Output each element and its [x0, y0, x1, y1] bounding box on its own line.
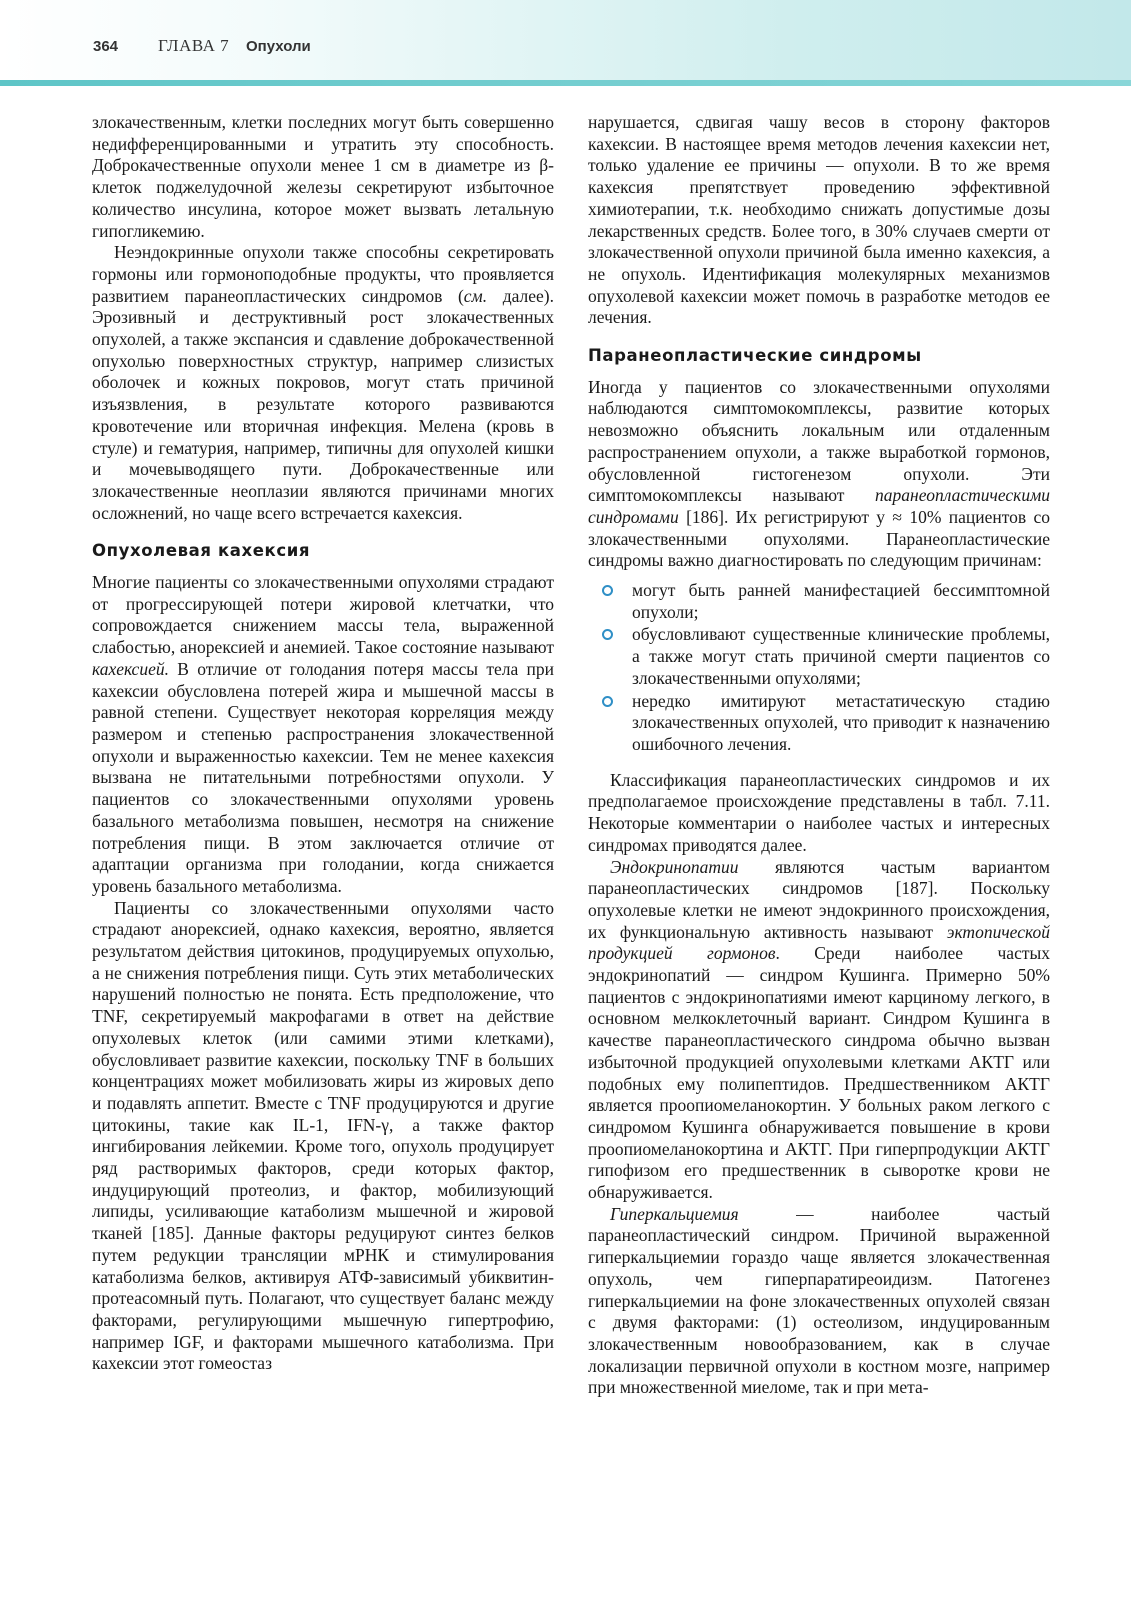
list-item: могут быть ранней манифестацией бессимптомной опухоли;	[588, 580, 1050, 623]
chapter-label: ГЛАВА 7	[158, 36, 230, 55]
paragraph: нарушается, сдвигая чашу весов в сторону факторов кахексии. В настоящее время методов лечения кахексии нет, только удаление ее причины — опухоли. В то же время кахексия препятствует проведению эффективной химиотерапии, т.к. необходимо снижать допустимые дозы лекарственных средств. Более того, в 30% случаев смерти от злокачественной опухоли причиной была именно кахексия, а не опухоль. Идентификация молекулярных механизмов опухолевой кахексии может помочь в разработке методов ее лечения.	[588, 112, 1050, 328]
left-column	[92, 112, 554, 1375]
paragraph: Эндокринопатии являются частым вариантом паранеопластических синдромов [187]. Поскольку опухолевые клетки не имеют эндокринного происхождения, их функциональную активность называют эктопической продукцией гормонов. Среди наиболее частых эндокринопатий — синдром Кушинга. Примерно 50% пациентов с эндокринопатиями имеют карциному легкого, в основном мелкоклеточный вариант. Синдром Кушинга в качестве паранеопластического синдрома обычно вызван избыточной продукцией опухолевыми клетками АКТГ или подобных ему полипептидов. Предшественником АКТГ является проопиомеланокортин. У больных раком легкого с синдромом Кушинга обнаруживается повышение в крови проопиомеланокортина и АКТГ. При гиперпродукции АКТГ гипофизом его предшественник в сыворотке крови не обнаруживается.	[588, 856, 1050, 1203]
section-heading-cachexia: Опухолевая кахексия	[92, 541, 311, 561]
section-heading-paraneoplastic: Паранеопластические синдромы	[588, 346, 922, 366]
paragraph: Гиперкальциемия — наиболее частый паранеопластический синдром. Причиной выраженной гиперкальциемии гораздо чаще является злокачественная опухоль, чем гиперпаратиреоидизм. Патогенез гиперкальциемии на фоне злокачественных опухолей связан с двумя факторами: (1) остеолизом, индуцированным злокачественным новообразованием, как в случае локализации первичной опухоли в костном мозге, например при множественной миеломе, так и при мета-	[588, 1203, 1050, 1398]
paragraph: Неэндокринные опухоли также способны секретировать гормоны или гормоноподобные продукты, что проявляется развитием паранеопластических синдромов (см. далее). Эрозивный и деструктивный рост злокачественных опухолей, а также экспансия и сдавление доброкачественной опухолью поверхностных структур, например слизистых оболочек и кожных покровов, могут стать причиной изъязвления, в результате которого развиваются кровотечение или вторичная инфекция. Мелена (кровь в стуле) и гематурия, например, типичны для опухолей кишки и мочевыводящего пути. Доброкачественные или злокачественные неоплазии являются причинами многих осложнений, но чаще всего встречается кахексия.	[92, 242, 554, 523]
bullet-circle-icon	[602, 696, 613, 707]
list-item: нередко имитируют метастатическую стадию злокачественных опухолей, что приводит к назначению ошибочного лечения.	[588, 691, 1050, 756]
right-column	[588, 112, 1050, 1399]
paragraph: Пациенты со злокачественными опухолями часто страдают анорексией, однако кахексия, вероятно, является результатом действия цитокинов, продуцируемых опухолью, а не снижения потребления пищи. Суть этих метаболических нарушений полностью не понята. Есть предположение, что TNF, секретируемый макрофагами в ответ на действие опухолевых клеток (или самими этими клетками), обусловливает развитие кахексии, поскольку TNF в больших концентрациях может мобилизовать жиры из жировых депо и подавлять аппетит. Вместе с TNF продуцируются и другие цитокины, такие как IL-1, IFN-γ, а также фактор ингибирования лейкемии. Кроме того, опухоль продуцирует ряд растворимых факторов, среди которых фактор, индуцирующий протеолиз, и фактор, мобилизующий липиды, усиливающие катаболизм мышечной и жировой тканей [185]. Данные факторы редуцируют синтез белков путем редукции трансляции мРНК и стимулирования катаболизма белков, активируя АТФ-зависимый убиквитин-протеасомный путь. Полагают, что существует баланс между факторами, регулирующими мышечную гипертрофию, например IGF, и факторами мышечного катаболизма. При кахексии этот гомеостаз	[92, 897, 554, 1374]
page-header	[0, 0, 1131, 86]
bullet-circle-icon	[602, 629, 613, 640]
chapter-title: Опухоли	[246, 38, 311, 55]
paragraph: злокачественным, клетки последних могут быть совершенно недифференцированными и утратить эту способность. Доброкачественные опухоли менее 1 см в диаметре из β-клеток поджелудочной железы секретируют избыточное количество инсулина, которое может вызвать летальную гипогликемию.	[92, 112, 554, 241]
list-item: обусловливают существенные клинические проблемы, а также могут стать причиной смерти пациентов со злокачественными опухолями;	[588, 624, 1050, 689]
header-accent-line	[0, 80, 1131, 86]
paragraph: Многие пациенты со злокачественными опухолями страдают от прогрессирующей потери жировой клетчатки, что сопровождается снижением массы тела, выраженной слабостью, анорексией и анемией. Такое состояние называют кахексией. В отличие от голодания потеря массы тела при кахексии обусловлена потерей жира и мышечной массы в равной степени. Существует некоторая корреляция между размером и степенью распространения злокачественной опухоли и выраженностью кахексии. Тем не менее кахексия вызвана не питательными потребностями опухоли. У пациентов со злокачественными опухолями уровень базального метаболизма повышен, несмотря на снижение потребления пищи. В этом заключается отличие от адаптации организма при голодании, когда снижается уровень базального метаболизма.	[92, 572, 554, 896]
paragraph: Иногда у пациентов со злокачественными опухолями наблюдаются симптомокомплексы, развитие которых невозможно объяснить локальным или отдаленным распространением опухоли, а также выработкой гормонов, обусловленной гистогенезом опухоли. Эти симптомокомплексы называют паранеопластическими синдромами [186]. Их регистрируют у ≈ 10% пациентов со злокачественными опухолями. Паранеопластические синдромы важно диагностировать по следующим причинам:	[588, 376, 1050, 571]
bullet-circle-icon	[602, 585, 613, 596]
paragraph: Классификация паранеопластических синдромов и их предполагаемое происхождение представлены в табл. 7.11. Некоторые комментарии о наиболее частых и интересных синдромах приводятся далее.	[588, 769, 1050, 855]
bullet-list	[588, 580, 1050, 756]
page-number: 364	[93, 38, 119, 55]
